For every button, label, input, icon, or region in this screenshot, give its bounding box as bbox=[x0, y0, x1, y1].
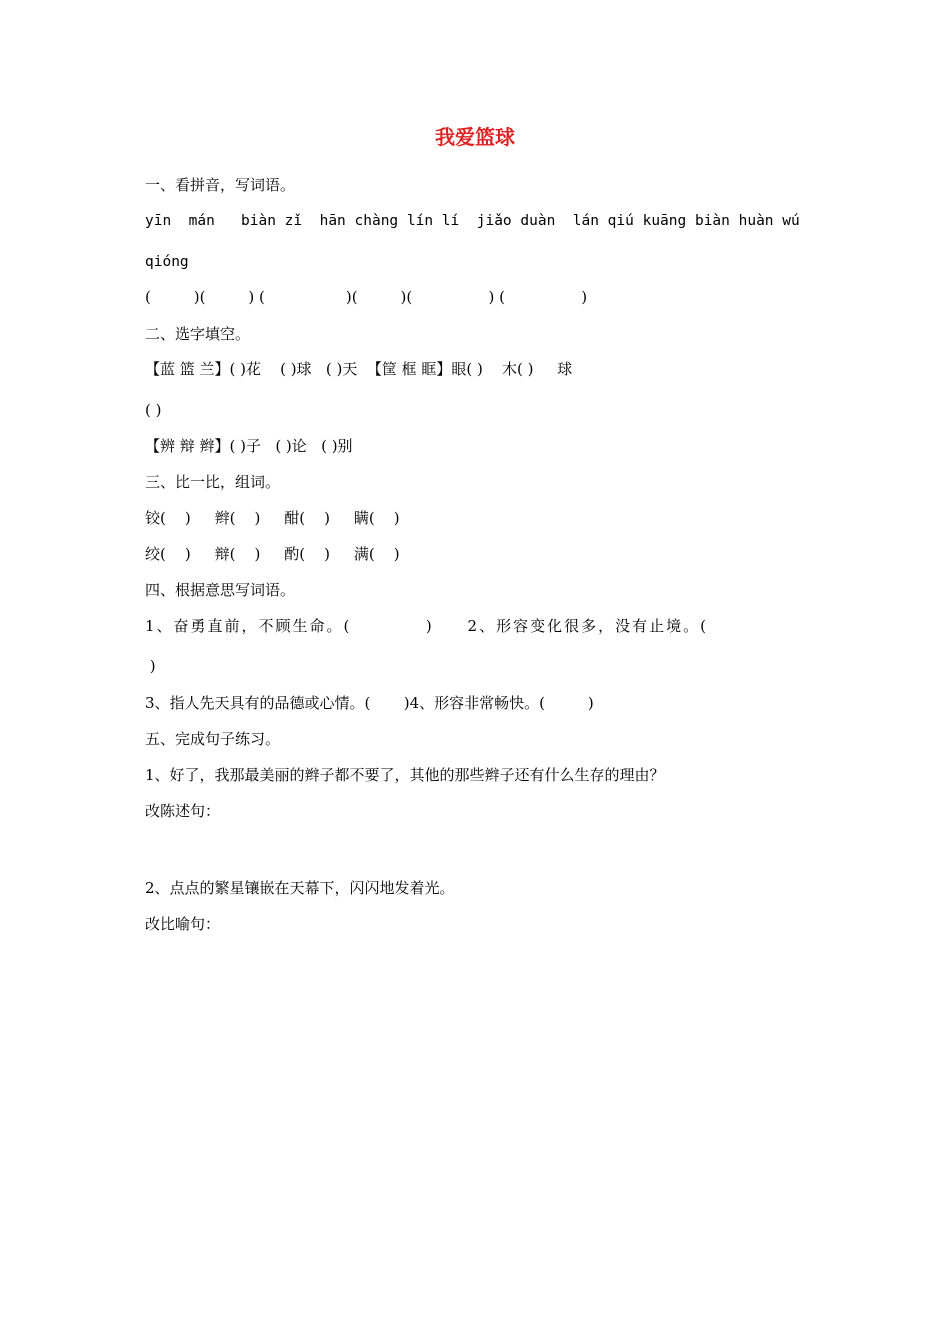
sentence-question-1-label: 改陈述句： bbox=[145, 802, 221, 820]
meaning-item-2: 3、指人先天具有的品德或心情。( )4、形容非常畅快。( ) bbox=[145, 694, 594, 712]
sentence-question-2: 2、点点的繁星镶嵌在天幕下，闪闪地发着光。 bbox=[145, 879, 455, 897]
sentence-question-2-label: 改比喻句： bbox=[145, 915, 221, 933]
section5-heading: 五、完成句子练习。 bbox=[145, 730, 281, 748]
pinyin-line-1: yīn mán biàn zǐ hān chàng lín lí jiǎo duàn lán qiú kuāng biàn huàn wú bbox=[145, 213, 800, 229]
meaning-item-1: 1、奋勇直前，不顾生命。( ) 2、形容变化很多，没有止境。( bbox=[145, 617, 708, 635]
compare-row-1: 铰( ) 辫( ) 酣( ) 瞒( ) bbox=[145, 509, 400, 527]
pinyin-line-2: qióng bbox=[145, 254, 189, 270]
section1-heading: 一、看拼音，写词语。 bbox=[145, 176, 296, 194]
sentence-question-1: 1、好了，我那最美丽的辫子都不要了，其他的那些辫子还有什么生存的理由？ bbox=[145, 766, 665, 784]
choose-char-line-2: 【辨 辩 辫】( )子 ( )论 ( )别 bbox=[145, 437, 353, 455]
page-title: 我爱篮球 bbox=[435, 125, 515, 149]
meaning-item-1-cont: ) bbox=[145, 657, 156, 675]
pinyin-answer-blanks: ( )( ) ( )( )( ) ( ) bbox=[145, 288, 588, 306]
choose-char-line-1-cont: ( ) bbox=[145, 401, 162, 419]
section4-heading: 四、根据意思写词语。 bbox=[145, 581, 296, 599]
section3-heading: 三、比一比，组词。 bbox=[145, 473, 281, 491]
choose-char-line-1: 【蓝 篮 兰】( )花 ( )球 ( )天 【筐 框 眶】眼( ) 木( ) 球 bbox=[145, 360, 573, 378]
section2-heading: 二、选字填空。 bbox=[145, 325, 251, 343]
compare-row-2: 绞( ) 辩( ) 酌( ) 满( ) bbox=[145, 545, 400, 563]
